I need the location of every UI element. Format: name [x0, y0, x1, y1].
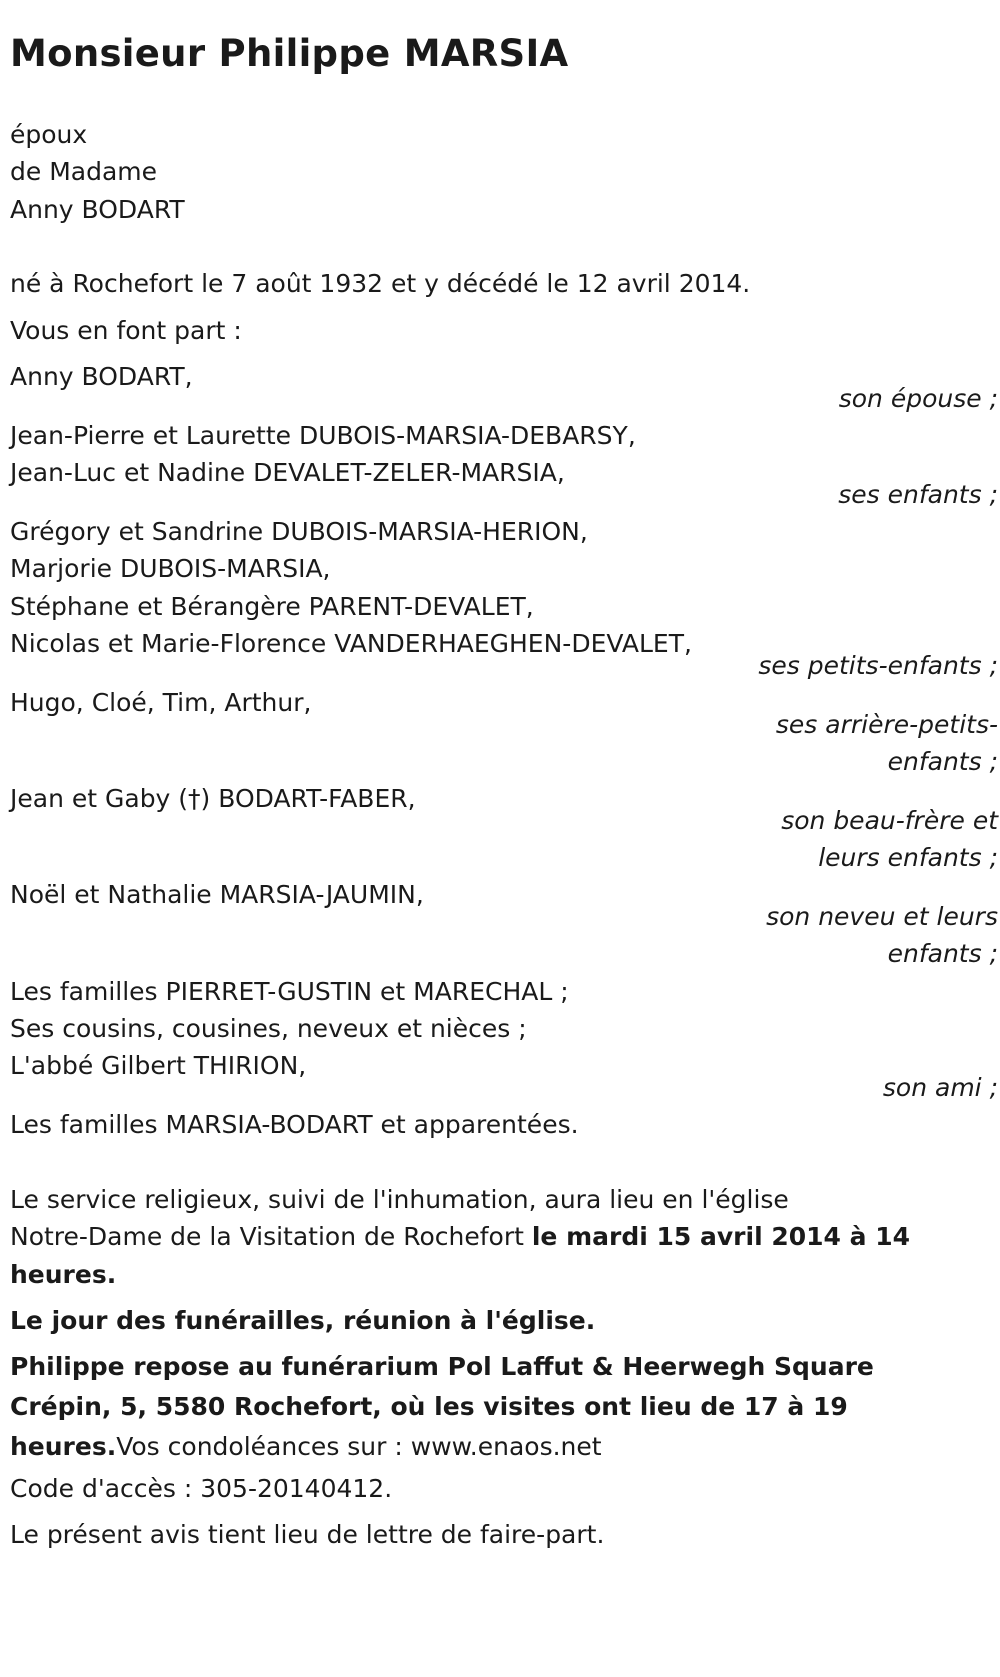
- relation-label: son ami ;: [882, 1073, 998, 1102]
- relation-label: leurs enfants ;: [818, 843, 998, 872]
- family-name: Grégory et Sandrine DUBOIS-MARSIA-HERION,: [10, 517, 588, 546]
- spouse-line-2: de Madame: [10, 157, 158, 186]
- relation-label: ses enfants ;: [838, 480, 998, 509]
- family-name: Jean-Pierre et Laurette DUBOIS-MARSIA-DEBARSY,: [10, 421, 636, 450]
- reunion-line: [10, 1306, 595, 1336]
- service-line-1: Le service religieux, suivi de l'inhumation, aura lieu en l'église: [10, 1185, 789, 1214]
- family-name: L'abbé Gilbert THIRION,: [10, 1051, 307, 1080]
- family-name: Stéphane et Bérangère PARENT-DEVALET,: [10, 592, 534, 621]
- family-name: Hugo, Cloé, Tim, Arthur,: [10, 688, 312, 717]
- relation-label: ses petits-enfants ;: [758, 651, 998, 680]
- condolences-text: Vos condoléances sur : www.enaos.net: [116, 1432, 602, 1461]
- closing-line: Le présent avis tient lieu de lettre de faire-part.: [10, 1520, 605, 1549]
- family-name: Jean et Gaby (†) BODART-FABER,: [10, 784, 416, 813]
- birth-death-line: né à Rochefort le 7 août 1932 et y décédé le 12 avril 2014.: [10, 269, 751, 298]
- reunion-text: Le jour des funérailles, réunion à l'église.: [10, 1306, 596, 1335]
- relation-label: son épouse ;: [838, 384, 998, 413]
- service-time: heures.: [10, 1260, 117, 1289]
- service-location: Notre-Dame de la Visitation de Rochefort: [10, 1222, 532, 1251]
- spouse-line-1: époux: [10, 120, 88, 149]
- family-name: Noël et Nathalie MARSIA-JAUMIN,: [10, 880, 424, 909]
- family-name: Les familles PIERRET-GUSTIN et MARECHAL ;: [10, 977, 569, 1006]
- family-name: Les familles MARSIA-BODART et apparentées.: [10, 1110, 579, 1139]
- spouse-line-3: Anny BODART: [10, 195, 185, 224]
- relation-label: enfants ;: [887, 939, 998, 968]
- family-name: Anny BODART,: [10, 362, 193, 391]
- family-name: Marjorie DUBOIS-MARSIA,: [10, 554, 331, 583]
- access-code: Code d'accès : 305-20140412.: [10, 1474, 393, 1503]
- relation-label: enfants ;: [887, 747, 998, 776]
- funerarium-text: Philippe repose au funérarium Pol Laffut & Heerwegh Square Crépin, 5, 5580 Rochefort, où les visites ont lieu de 17 à 19 heures.: [10, 1352, 874, 1461]
- page-title: Monsieur Philippe MARSIA: [10, 32, 569, 75]
- relation-label: son beau-frère et: [781, 806, 998, 835]
- service-date: le mardi 15 avril 2014 à 14: [531, 1222, 910, 1251]
- family-name: Jean-Luc et Nadine DEVALET-ZELER-MARSIA,: [10, 458, 565, 487]
- relation-label: son neveu et leurs: [766, 902, 998, 931]
- relation-label: ses arrière-petits-: [775, 710, 998, 739]
- announce-line: Vous en font part :: [10, 316, 242, 345]
- service-line-2: [10, 1222, 910, 1252]
- funerarium-paragraph: [10, 1347, 940, 1467]
- family-name: Ses cousins, cousines, neveux et nièces ;: [10, 1014, 527, 1043]
- family-name: Nicolas et Marie-Florence VANDERHAEGHEN-DEVALET,: [10, 629, 692, 658]
- service-line-3: [10, 1260, 116, 1290]
